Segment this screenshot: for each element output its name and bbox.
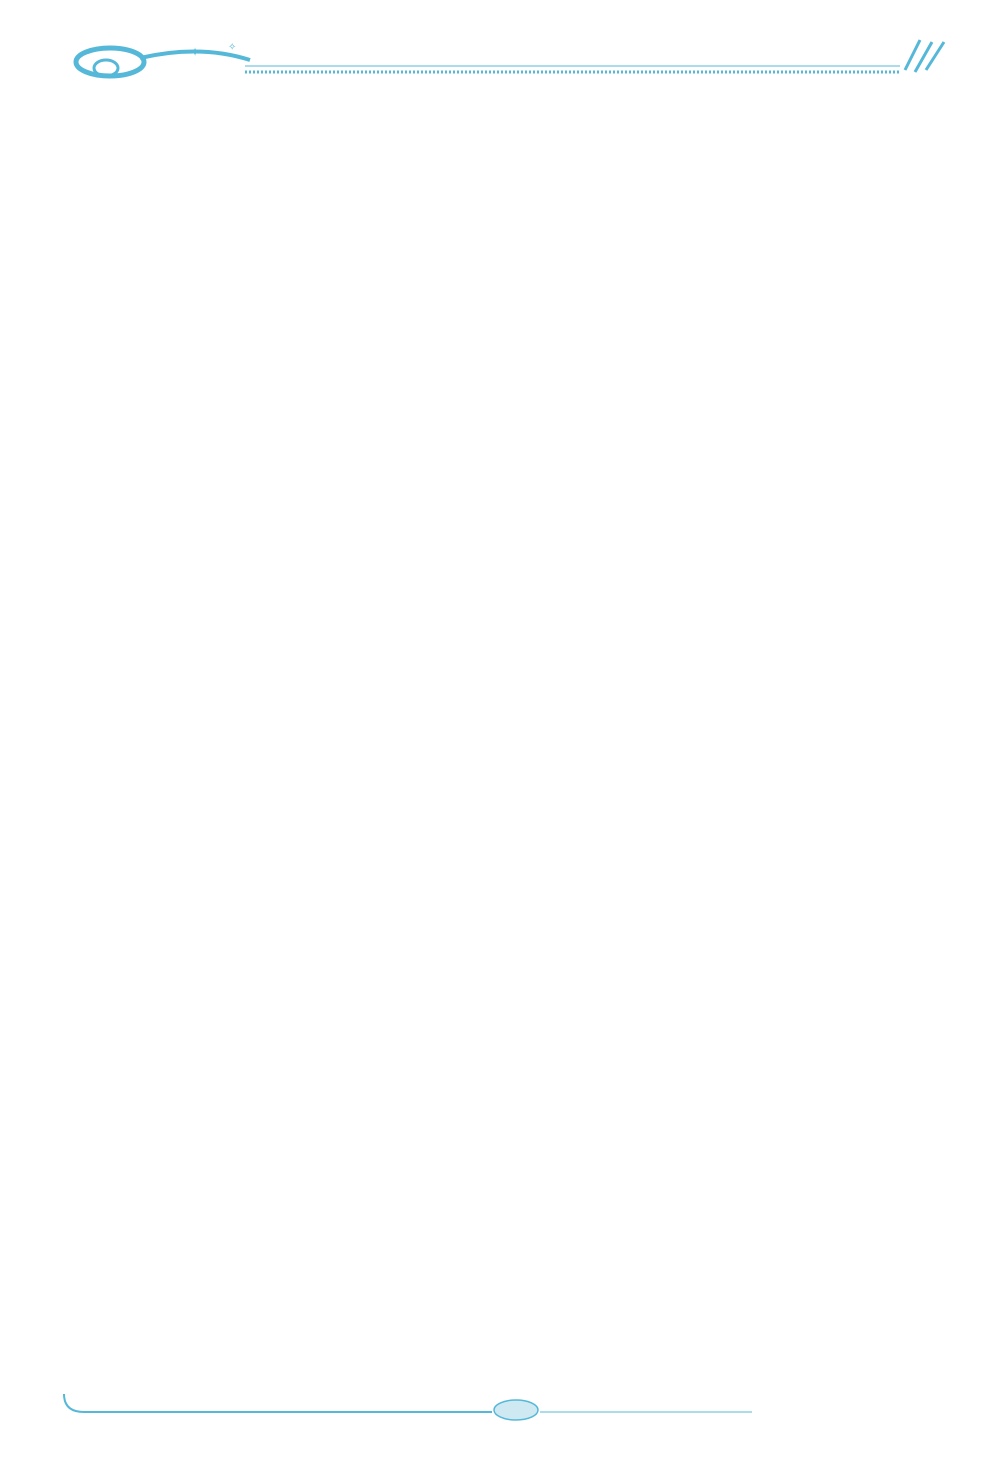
svg-text:✦: ✦ bbox=[190, 45, 201, 59]
header-right-ornament bbox=[905, 40, 944, 72]
watermark bbox=[790, 1408, 990, 1468]
header-ornament-ring bbox=[76, 48, 144, 76]
answer-content bbox=[84, 108, 964, 116]
svg-text:✧: ✧ bbox=[228, 42, 237, 53]
page-number bbox=[496, 1398, 536, 1424]
page-header bbox=[0, 0, 1000, 90]
footer-rule bbox=[62, 1392, 762, 1422]
header-decoration bbox=[0, 0, 1000, 90]
